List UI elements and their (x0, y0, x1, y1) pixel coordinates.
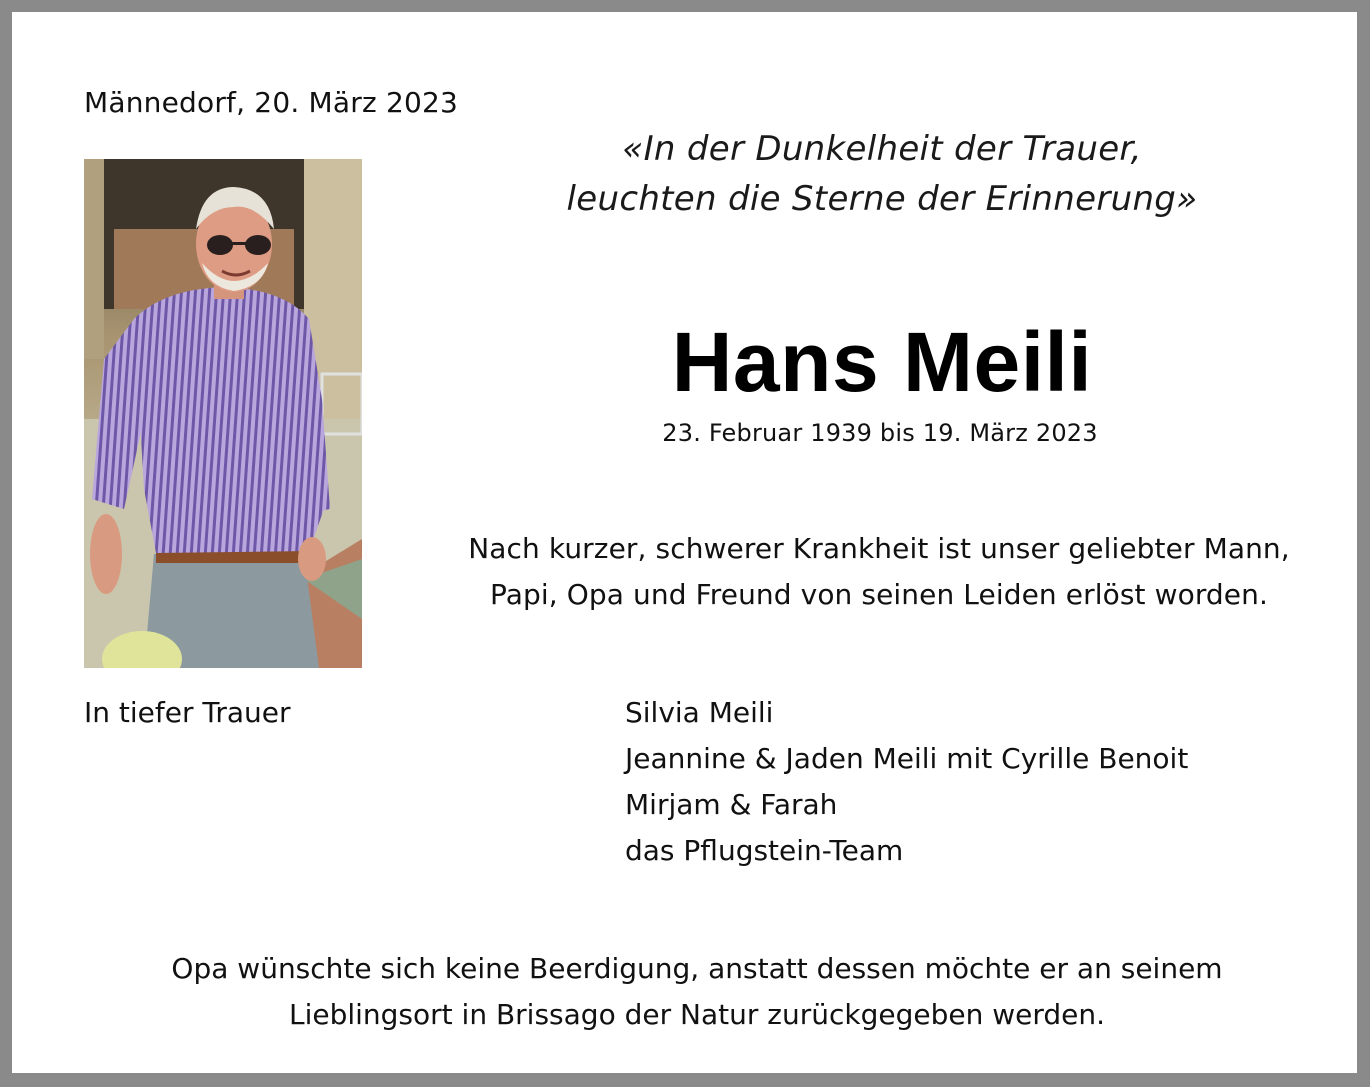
message-line-1: Nach kurzer, schwerer Krankheit ist unser geliebter Mann, (468, 532, 1290, 565)
closing-note-line-1: Opa wünschte sich keine Beerdigung, anstatt dessen möchte er an seinem (171, 952, 1223, 985)
mourning-label: In tiefer Trauer (84, 696, 291, 729)
portrait-photo (84, 159, 362, 668)
deceased-name: Hans Meili (671, 315, 1093, 409)
mourner-item: Mirjam & Farah (625, 788, 838, 821)
quote-line-1: «In der Dunkelheit der Trauer, (622, 129, 1142, 169)
quote-line-2: leuchten die Sterne der Erinnerung» (566, 179, 1198, 219)
place-date: Männedorf, 20. März 2023 (84, 86, 459, 119)
mourner-item: Jeannine & Jaden Meili mit Cyrille Benoit (625, 742, 1189, 775)
closing-note-line-2: Lieblingsort in Brissago der Natur zurückgegeben werden. (288, 998, 1106, 1031)
message-line-2: Papi, Opa und Freund von seinen Leiden erlöst worden. (490, 578, 1268, 611)
mourner-item: Silvia Meili (625, 696, 774, 729)
mourner-item: das Pflugstein-Team (625, 834, 904, 867)
life-dates: 23. Februar 1939 bis 19. März 2023 (662, 419, 1098, 447)
